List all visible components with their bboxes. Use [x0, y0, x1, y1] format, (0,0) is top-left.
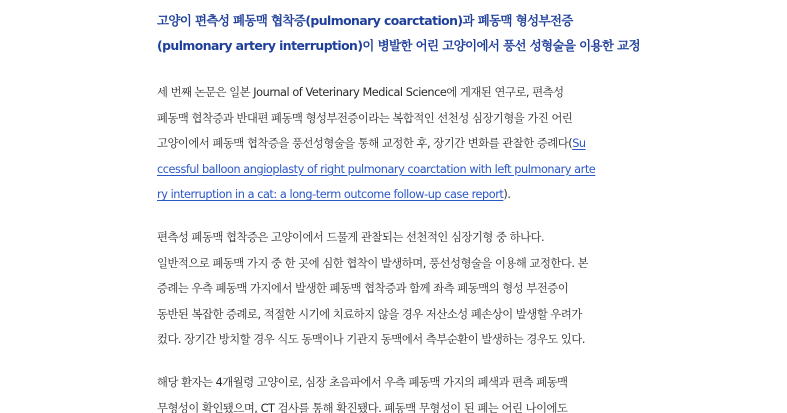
section-heading	[157, 8, 641, 58]
paragraph-1-line-5	[157, 182, 635, 208]
paragraph-3-line-2: 무형성이 확인됐으며, CT 검사를 통해 확진됐다. 폐동맥 무형성이 된 폐는 어린 나이에도	[157, 401, 568, 413]
paragraph-2-line-5: 컸다. 장기간 방치할 경우 식도 동맥이나 기관지 동맥에서 측부순환이 발생하는 경우도 있다.	[157, 333, 585, 347]
article-body	[157, 8, 641, 413]
paragraph-2-line-3: 증례는 우측 폐동맥 가지에서 발생한 폐동맥 협착증과 함께 좌측 폐동맥의 형성 부전증이	[157, 282, 569, 296]
section-heading-line-2: (pulmonary artery interruption)이 병발한 어린 고양이에서 풍선 성형술을 이용한 교정	[157, 38, 641, 53]
paragraph-2-line-2: 일반적으로 폐동맥 가지 중 한 곳에 심한 협착이 발생하며, 풍선성형술을 이용해 교정한다. 본	[157, 256, 589, 270]
paragraph-1-line-5-text: ).	[503, 188, 511, 202]
paragraph-1-line-3	[157, 131, 635, 157]
paragraph-patient-case	[157, 370, 635, 413]
paragraph-1-line-4	[157, 157, 635, 183]
paragraph-1-line-2: 폐동맥 협착증과 반대편 폐동맥 형성부전증이라는 복합적인 선천성 심장기형을 가진 어린	[157, 111, 573, 125]
reference-link-part-2[interactable]: ccessful balloon angioplasty of right pulmonary coarctation with left pulmonary arte	[157, 162, 596, 176]
paragraph-3-line-1: 해당 환자는 4개월령 고양이로, 심장 초음파에서 우측 폐동맥 가지의 폐색과 편측 폐동맥	[157, 375, 568, 389]
reference-link-part-1[interactable]: Su	[572, 137, 586, 151]
paragraph-1-line-3-text: 고양이에서 폐동맥 협착증을 풍선성형술을 통해 교정한 후, 장기간 변화를 관찰한 증례다(	[157, 137, 573, 151]
section-heading-line-1: 고양이 편측성 폐동맥 협착증(pulmonary coarctation)과 폐동맥 형성부전증	[157, 13, 573, 28]
paragraph-1-line-1: 세 번째 논문은 일본 Journal of Veterinary Medical Science에 게재된 연구로, 편측성	[157, 86, 564, 99]
paragraph-condition-description	[157, 225, 635, 353]
paragraph-study-intro	[157, 80, 635, 208]
reference-link-part-3[interactable]: ry interruption in a cat: a long-term outcome follow-up case report	[157, 188, 504, 202]
paragraph-2-line-1: 편측성 폐동맥 협착증은 고양이에서 드물게 관찰되는 선천적인 심장기형 중 하나다.	[157, 230, 545, 244]
paragraph-2-line-4: 동반된 복잡한 증례로, 적절한 시기에 치료하지 않을 경우 저산소성 폐손상이 발생할 우려가	[157, 307, 582, 321]
